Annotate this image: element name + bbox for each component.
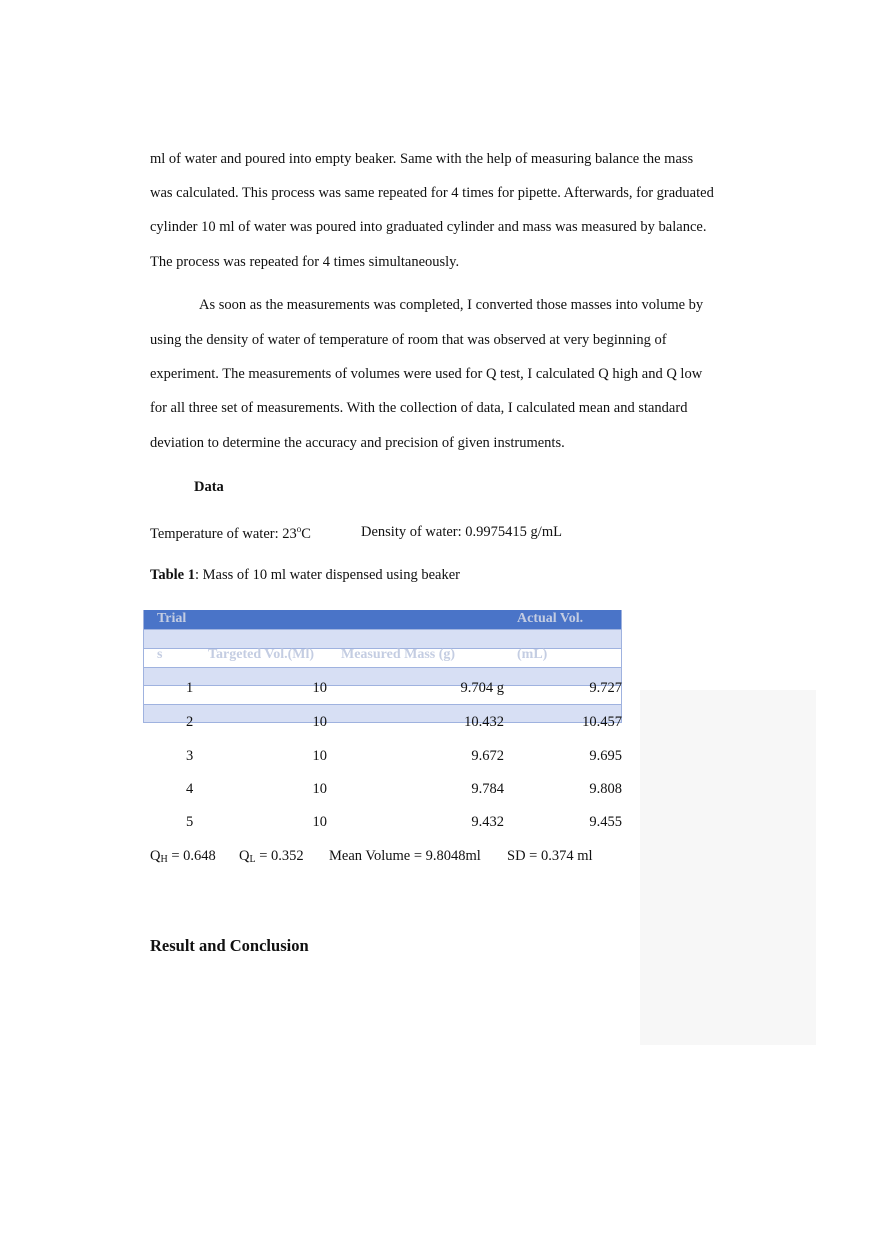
cell-trial: 1 — [186, 680, 194, 696]
q-low-stat — [239, 848, 304, 865]
cell-volume: 9.808 — [589, 781, 622, 797]
cell-trial: 5 — [186, 814, 194, 830]
paragraph-line: using the density of water of temperature of room that was observed at very beginning of — [150, 332, 667, 348]
cell-targeted: 10 — [312, 781, 327, 797]
q-high-stat — [150, 848, 216, 865]
data-heading: Data — [194, 479, 224, 495]
table-header-band — [143, 629, 622, 648]
header-trial-suffix: s — [157, 647, 163, 662]
cell-targeted: 10 — [312, 814, 327, 830]
cell-volume: 9.455 — [589, 814, 622, 830]
table-rule — [143, 629, 622, 630]
q-low-value: = 0.352 — [255, 848, 304, 864]
result-conclusion-heading: Result and Conclusion — [150, 936, 309, 955]
standard-deviation-stat: SD = 0.374 ml — [507, 848, 593, 864]
cell-targeted: 10 — [312, 680, 327, 696]
header-trial: Trial — [157, 611, 187, 626]
header-measured-mass: Measured Mass (g) — [341, 647, 456, 662]
cell-mass: 9.672 — [471, 748, 504, 764]
header-actual-volume-unit: (mL) — [517, 647, 548, 662]
degree-mark: o — [296, 524, 302, 534]
density-text: Density of water: 0.9975415 g/mL — [361, 524, 562, 540]
table-rule — [143, 667, 622, 668]
paragraph-line: As soon as the measurements was completed, I converted those masses into volume by — [199, 297, 704, 313]
temperature-value: Temperature of water: 23 — [150, 525, 297, 542]
cell-volume: 9.695 — [589, 748, 622, 764]
header-actual-volume: Actual Vol. — [517, 611, 584, 626]
paragraph-line: deviation to determine the accuracy and precision of given instruments. — [150, 435, 565, 451]
cell-trial: 3 — [186, 748, 194, 764]
paragraph-line: for all three set of measurements. With the collection of data, I calculated mean and standard — [150, 400, 688, 416]
temperature-unit: C — [301, 525, 311, 542]
paragraph-line: cylinder 10 ml of water was poured into graduated cylinder and mass was measured by balance. — [150, 219, 707, 235]
table-rule — [143, 704, 622, 705]
q-high-subscript: H — [160, 854, 168, 865]
cell-targeted: 10 — [312, 748, 327, 764]
cell-mass: 9.432 — [471, 814, 504, 830]
cell-trial: 2 — [186, 714, 194, 730]
header-targeted-volume: Targeted Vol.(Ml) — [208, 647, 315, 662]
q-high-value: = 0.648 — [167, 848, 216, 864]
cell-mass: 10.432 — [464, 714, 504, 730]
paragraph-line: experiment. The measurements of volumes were used for Q test, I calculated Q high and Q low — [150, 366, 703, 382]
cell-volume: 9.727 — [589, 680, 622, 696]
table-rule — [143, 610, 144, 722]
table-caption — [150, 567, 460, 584]
paragraph-line: ml of water and poured into empty beaker. Same with the help of measuring balance the mass — [150, 151, 694, 167]
scan-shadow — [640, 690, 816, 1045]
cell-targeted: 10 — [312, 714, 327, 730]
cell-mass: 9.784 — [471, 781, 504, 797]
cell-mass: 9.704 g — [460, 680, 504, 696]
paragraph-line: was calculated. This process was same repeated for 4 times for pipette. Afterwards, for graduated — [150, 185, 714, 201]
cell-trial: 4 — [186, 781, 194, 797]
q-low-label: Q — [239, 848, 250, 864]
table-caption-label: Table 1 — [150, 567, 195, 583]
q-low-subscript: L — [249, 854, 256, 865]
cell-volume: 10.457 — [582, 714, 622, 730]
table-rule — [621, 610, 622, 722]
data-table — [143, 610, 623, 840]
mean-volume-stat: Mean Volume = 9.8048ml — [329, 848, 481, 864]
temperature-text — [150, 524, 311, 543]
paragraph-line: The process was repeated for 4 times simultaneously. — [150, 254, 460, 270]
q-high-label: Q — [150, 848, 161, 864]
table-caption-text: : Mass of 10 ml water dispensed using beaker — [195, 567, 460, 583]
